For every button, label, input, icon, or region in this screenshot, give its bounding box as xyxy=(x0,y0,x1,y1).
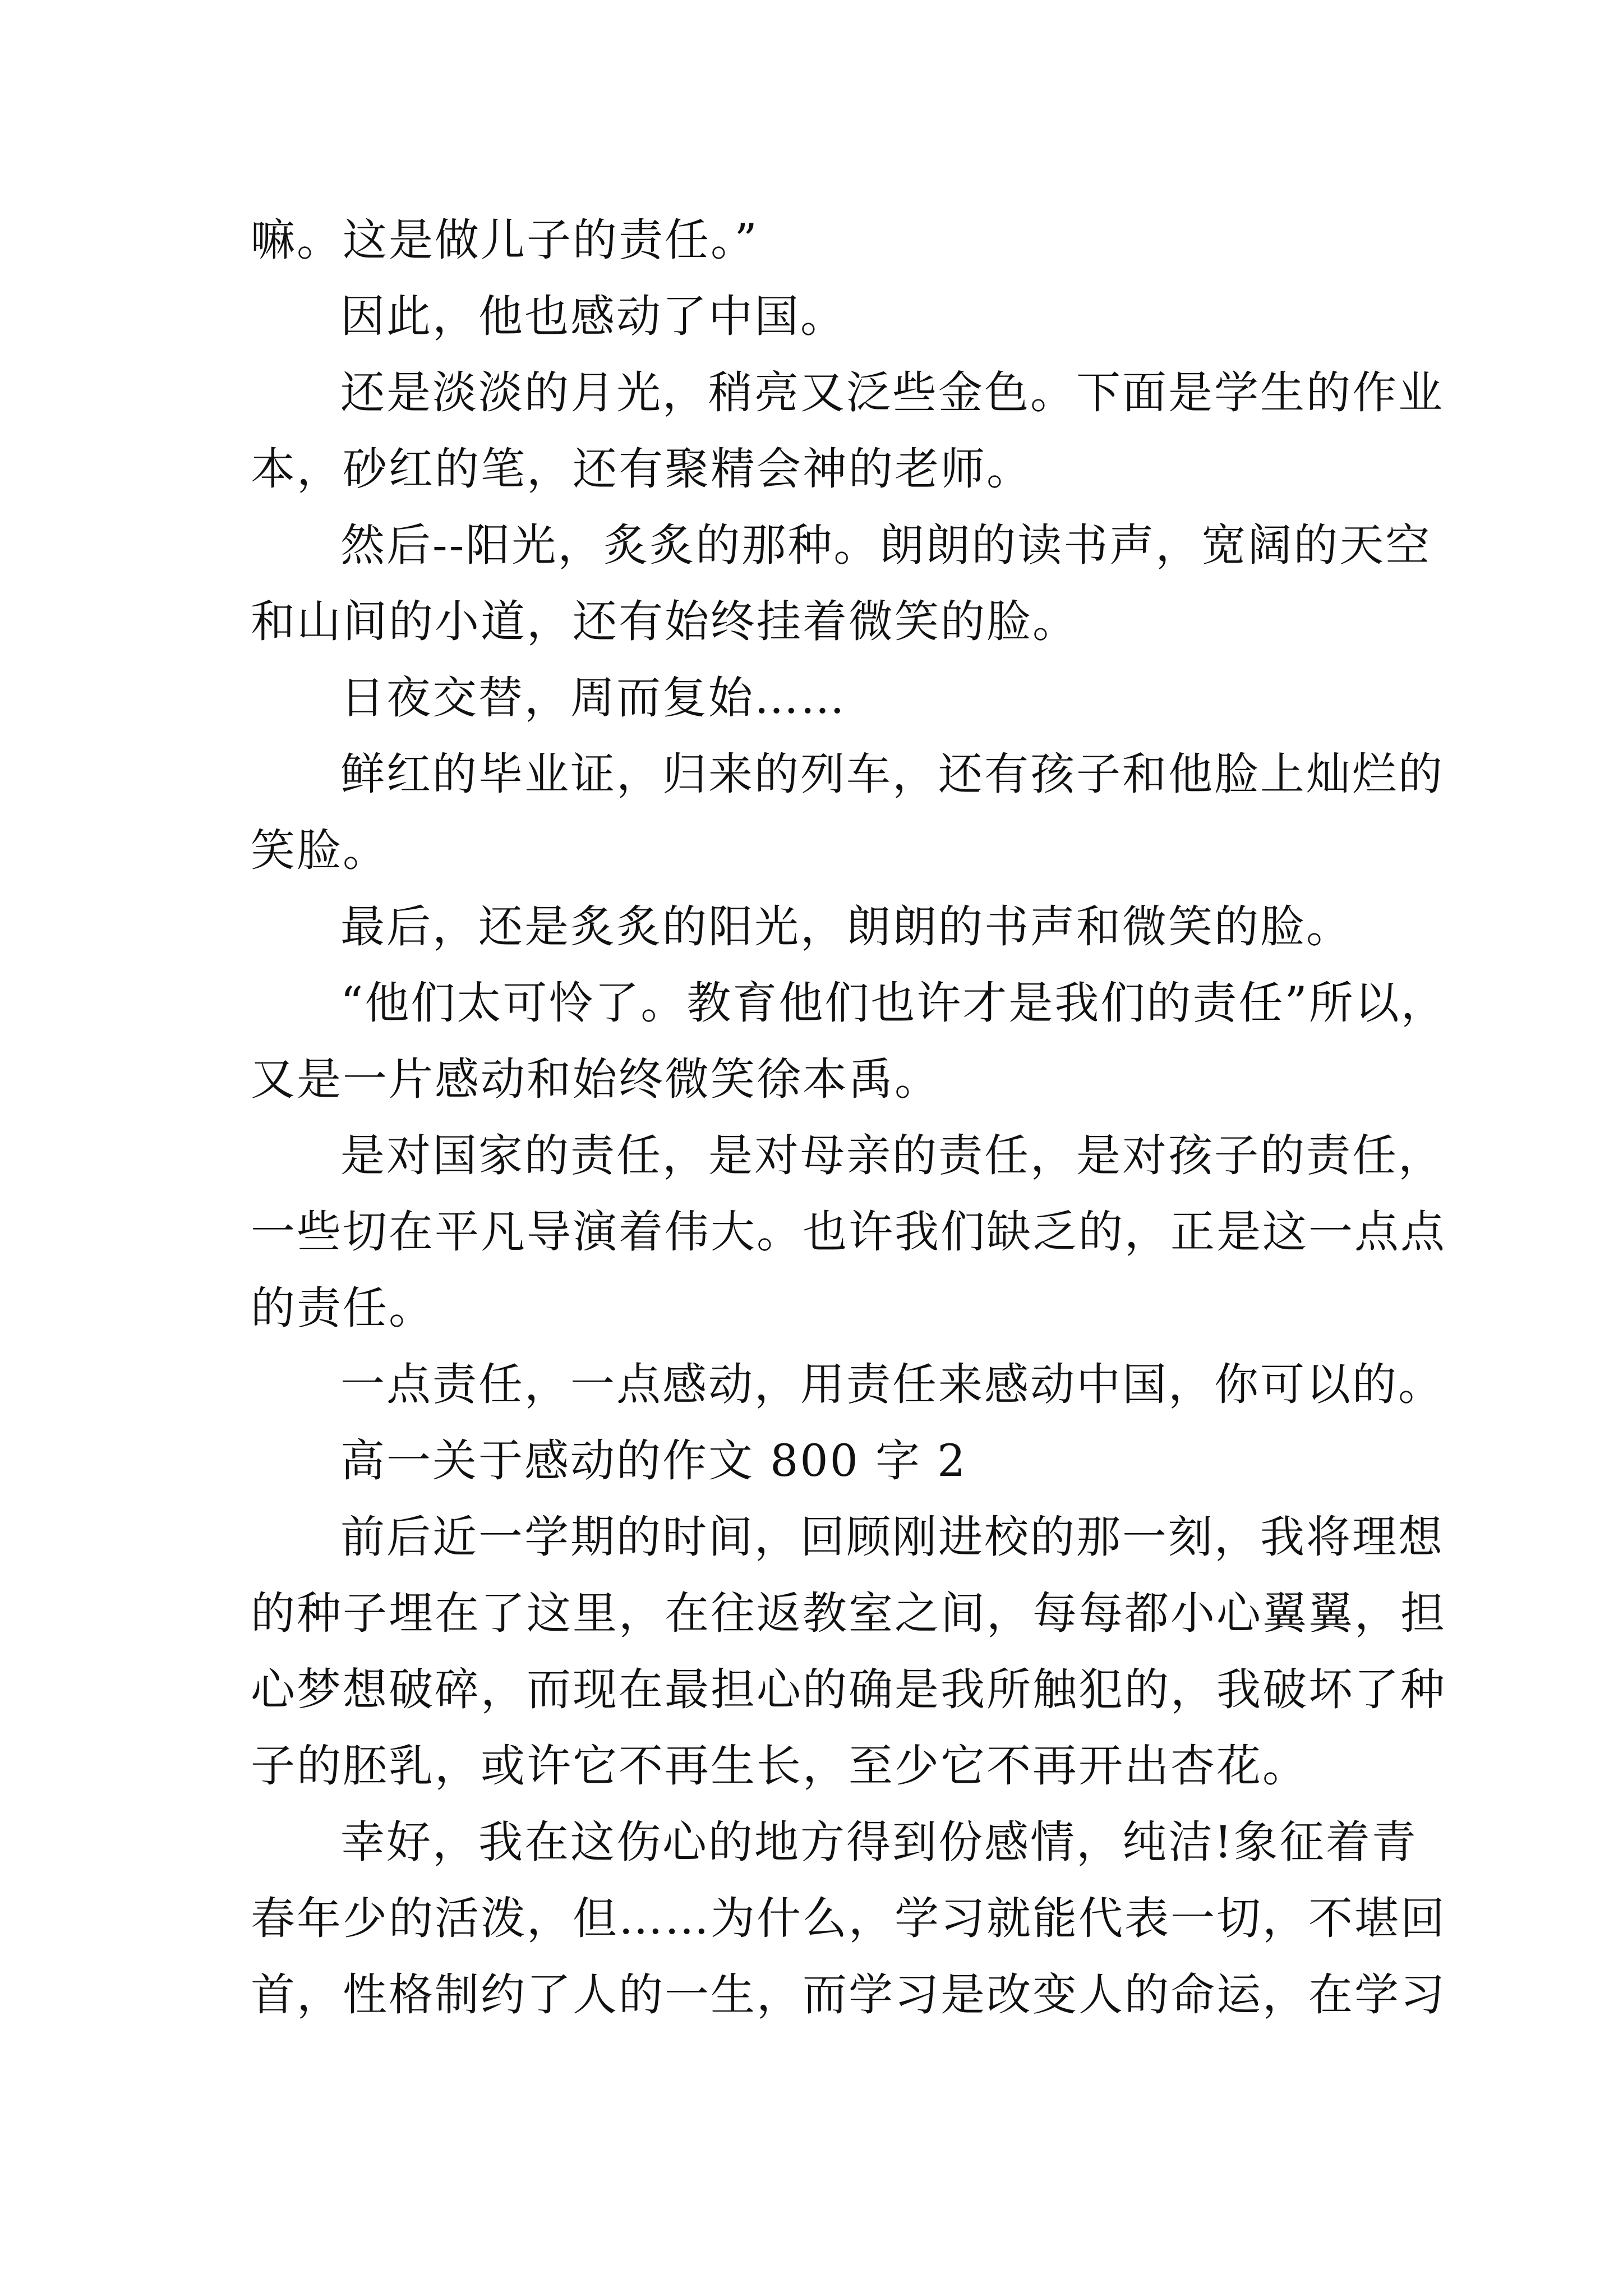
text-line: 鲜红的毕业证，归来的列车，还有孩子和他脸上灿烂的 xyxy=(340,748,1444,800)
section-heading: 高一关于感动的作文 800 字 2 xyxy=(340,1435,967,1487)
text-line: 然后--阳光，炙炙的那种。朗朗的读书声，宽阔的天空 xyxy=(340,519,1432,571)
text-line: “他们太可怜了。教育他们也许才是我们的责任”所以， xyxy=(340,977,1447,1029)
text-line: 和山间的小道，还有始终挂着微笑的脸。 xyxy=(251,596,1078,647)
text-line: 最后，还是炙炙的阳光，朗朗的书声和微笑的脸。 xyxy=(340,901,1352,953)
text-line: 日夜交替，周而复始…… xyxy=(340,672,846,724)
text-line: 一点责任，一点感动，用责任来感动中国，你可以的。 xyxy=(340,1359,1444,1410)
text-line: 一些切在平凡导演着伟大。也许我们缺乏的，正是这一点点 xyxy=(251,1206,1446,1258)
text-line: 子的胚乳，或许它不再生长，至少它不再开出杏花。 xyxy=(251,1740,1308,1792)
text-line: 幸好，我在这伤心的地方得到份感情，纯洁!象征着青 xyxy=(340,1816,1418,1868)
text-line: 笑脸。 xyxy=(251,825,389,876)
text-line: 的种子埋在了这里，在往返教室之间，每每都小心翼翼，担 xyxy=(251,1588,1446,1639)
text-line: 还是淡淡的月光，稍亮又泛些金色。下面是学生的作业 xyxy=(340,367,1444,418)
text-line: 本，砂红的笔，还有聚精会神的老师。 xyxy=(251,443,1032,495)
document-body xyxy=(251,202,1447,2033)
text-line: 前后近一学期的时间，回顾刚进校的那一刻，我将理想 xyxy=(340,1511,1444,1563)
text-line: 是对国家的责任，是对母亲的责任，是对孩子的责任， xyxy=(340,1130,1444,1181)
text-line: 因此，他也感动了中国。 xyxy=(340,291,846,342)
text-line: 嘛。这是做儿子的责任。” xyxy=(251,214,759,266)
text-line: 春年少的活泼，但……为什么，学习就能代表一切，不堪回 xyxy=(251,1893,1446,1944)
text-line: 首，性格制约了人的一生，而学习是改变人的命运，在学习 xyxy=(251,1969,1446,2021)
text-line: 的责任。 xyxy=(251,1282,435,1334)
text-line: 心梦想破碎，而现在最担心的确是我所触犯的，我破坏了种 xyxy=(251,1664,1446,1715)
text-line: 又是一片感动和始终微笑徐本禹。 xyxy=(251,1053,940,1105)
